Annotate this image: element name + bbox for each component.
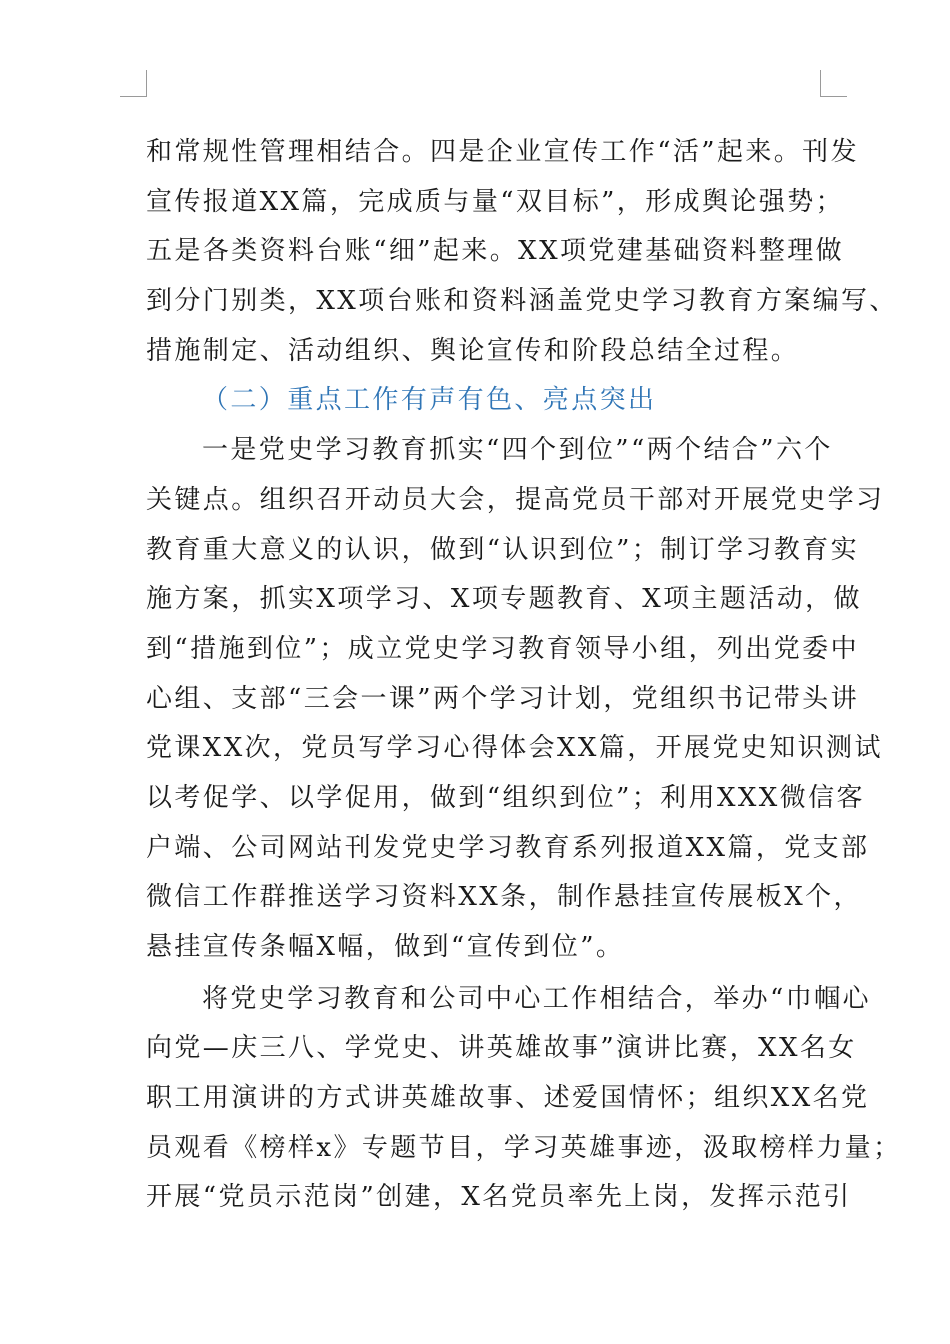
text-line: 心组、支部“三会一课”两个学习计划，党组织书记带头讲 <box>146 683 859 714</box>
text-line: 教育重大意义的认识，做到“认识到位”；制订学习教育实 <box>146 534 859 565</box>
paragraph-1 <box>146 426 885 973</box>
text-line: 员观看《榜样x》专题节目，学习英雄事迹，汲取榜样力量； <box>146 1132 902 1163</box>
text-line: 微信工作群推送学习资料XX条，制作悬挂宣传展板X个， <box>146 882 862 913</box>
text-line: 一是党史学习教育抓实“四个到位”“两个结合”六个 <box>202 435 833 466</box>
paragraph-2 <box>146 975 902 1223</box>
section-heading: （二）重点工作有声有色、亮点突出 <box>202 385 657 416</box>
text-line: 开展“党员示范岗”创建，X名党员率先上岗，发挥示范引 <box>146 1182 852 1213</box>
text-line: 五是各类资料台账“细”起来。XX项党建基础资料整理做 <box>146 236 845 267</box>
intro-paragraph <box>146 128 898 376</box>
text-line: 以考促学、以学促用，做到“组织到位”；利用XXX微信客 <box>146 782 865 813</box>
text-line: 职工用演讲的方式讲英雄故事、述爱国情怀；组织XX名党 <box>146 1083 870 1114</box>
text-line: 党课XX次，党员写学习心得体会XX篇，开展党史知识测试 <box>146 733 883 764</box>
text-line: 和常规性管理相结合。四是企业宣传工作“活”起来。刊发 <box>146 137 859 167</box>
document-body <box>146 128 902 1223</box>
text-line: 关键点。组织召开动员大会，提高党员干部对开展党史学习 <box>146 484 885 515</box>
text-line: 户端、公司网站刊发党史学习教育系列报道XX篇，党支部 <box>146 832 870 863</box>
text-line: 宣传报道XX篇，完成质与量“双目标”，形成舆论强势； <box>146 186 845 217</box>
text-line: 向党—庆三八、学党史、讲英雄故事”演讲比赛，XX名女 <box>146 1033 857 1064</box>
crop-mark-top-left <box>120 70 147 97</box>
crop-mark-top-right <box>820 70 847 97</box>
text-line: 到分门别类，XX项台账和资料涵盖党史学习教育方案编写、 <box>146 286 898 317</box>
text-line: 到“措施到位”；成立党史学习教育领导小组，列出党委中 <box>146 633 859 664</box>
text-line: 施方案，抓实X项学习、X项专题教育、X项主题活动，做 <box>146 584 862 615</box>
text-line: 措施制定、活动组织、舆论宣传和阶段总结全过程。 <box>146 335 800 366</box>
text-line: 悬挂宣传条幅X幅，做到“宣传到位”。 <box>146 932 625 962</box>
text-line: 将党史学习教育和公司中心工作相结合，举办“巾帼心 <box>202 983 871 1014</box>
